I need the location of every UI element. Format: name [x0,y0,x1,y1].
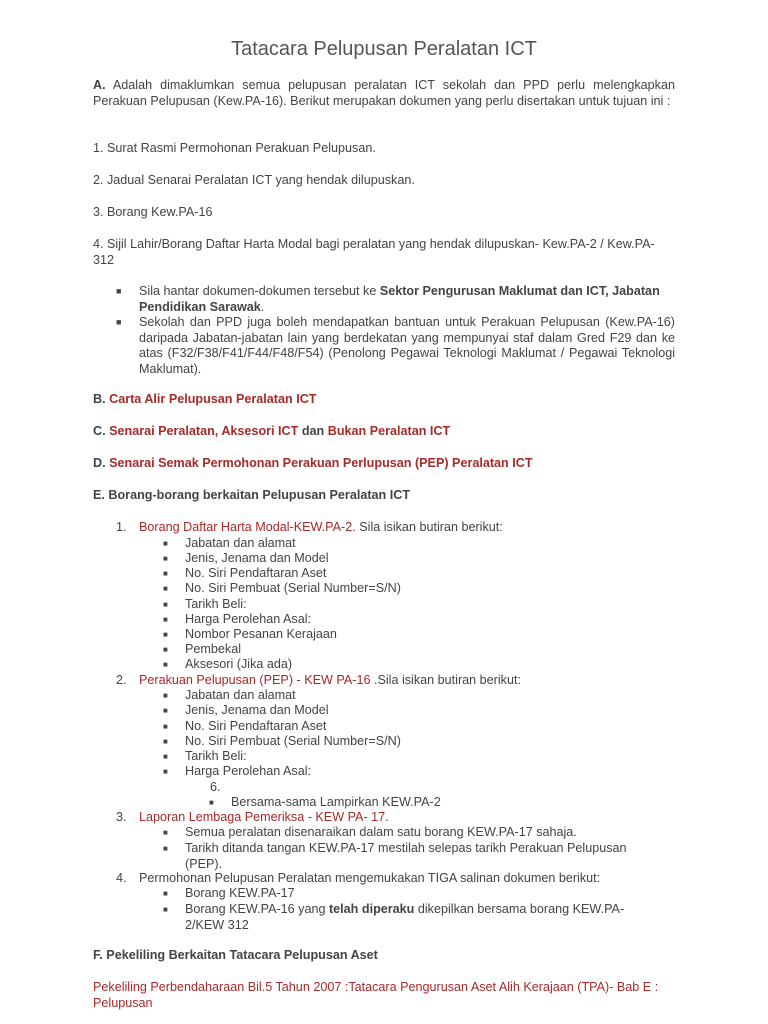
section-a-text: Adalah dimaklumkan semua pelupusan peralatan ICT sekolah dan PPD perlu melengkapkan Perakuan Pelupusan (Kew.PA-16). Berikut merupakan dokumen yang perlu disertakan untuk tujuan ini : [93,78,675,108]
section-e-heading: E. Borang-borang berkaitan Pelupusan Peralatan ICT [93,488,411,502]
square-bullet-icon: ■ [163,615,168,624]
list-item: ■ Tarikh ditanda tangan KEW.PA-17 mestilah selepas tarikh Perakuan Pelupusan (PEP). [163,841,627,871]
section-c: C. Senarai Peralatan, Aksesori ICT dan Bukan Peralatan ICT [93,424,451,438]
list-item: ■ Jabatan dan alamat [163,688,296,702]
section-f-heading: F. Pekeliling Berkaitan Tatacara Pelupusan Aset [93,948,378,962]
square-bullet-icon: ■ [163,584,168,593]
bullet-square-icon: ■ [116,317,122,327]
square-bullet-icon: ■ [163,752,168,761]
square-bullet-icon: ■ [163,554,168,563]
list-item: ■ Harga Perolehan Asal: [163,612,312,626]
section-a-bullet-2: ■ Sekolah dan PPD juga boleh mendapatkan bantuan untuk Perakuan Pelupusan (Kew.PA-16) daripada Jabatan-jabatan lain yang berdekatan yang mempunyai staf dalam Gred F29 dan ke atas (F32/F38/F41/F44/F48/F54) (Penolong Pegawai Teknologi Maklumat / Pegawai Teknologi Maklumat). [116,315,675,376]
list-item: ■ Semua peralatan disenaraikan dalam satu borang KEW.PA-17 sahaja. [163,825,577,839]
list-item: ■ Tarikh Beli: [163,597,247,611]
square-bullet-icon: ■ [163,600,168,609]
page-title: Tatacara Pelupusan Peralatan ICT [231,38,537,60]
square-bullet-icon: ■ [163,737,168,746]
list-item: ■ No. Siri Pembuat (Serial Number=S/N) [163,581,401,595]
senarai-peralatan-link[interactable]: Senarai Peralatan, Aksesori ICT [109,424,299,438]
list-item: ■ Borang KEW.PA-16 yang telah diperaku dikepilkan bersama borang KEW.PA-2/KEW 312 [163,902,625,932]
list-item: ■ Jenis, Jenama dan Model [163,703,329,717]
square-bullet-icon: ■ [163,889,168,898]
list-item: ■ Tarikh Beli: [163,749,247,763]
square-bullet-icon: ■ [163,844,168,853]
section-d: D. Senarai Semak Permohonan Perakuan Perlupusan (PEP) Peralatan ICT [93,456,533,470]
square-bullet-icon: ■ [163,828,168,837]
list-item: ■ Pembekal [163,642,242,656]
list-item: ■ No. Siri Pendaftaran Aset [163,719,327,733]
section-a-item-3: 3. Borang Kew.PA-16 [93,205,213,219]
square-bullet-icon: ■ [163,569,168,578]
list-item: ■ Bersama-sama Lampirkan KEW.PA-2 [209,795,441,809]
section-a-letter: A. [93,78,106,92]
section-a-item-2: 2. Jadual Senarai Peralatan ICT yang hendak dilupuskan. [93,173,415,187]
carta-alir-link[interactable]: Carta Alir Pelupusan Peralatan ICT [109,392,317,406]
square-bullet-icon: ■ [163,767,168,776]
section-a-intro [93,78,675,109]
list-item: ■ Nombor Pesanan Kerajaan [163,627,337,641]
kew-pa-17-link[interactable]: Laporan Lembaga Pemeriksa - KEW PA- 17 [139,810,386,824]
section-b: B. Carta Alir Pelupusan Peralatan ICT [93,392,317,406]
square-bullet-icon: ■ [163,691,168,700]
square-bullet-icon: ■ [163,660,168,669]
list-item: ■ No. Siri Pendaftaran Aset [163,566,327,580]
section-a-item-1: 1. Surat Rasmi Permohonan Perakuan Pelupusan. [93,141,376,155]
kew-pa-2-link[interactable]: Borang Daftar Harta Modal-KEW.PA-2. [139,520,356,534]
list-item: ■ Borang KEW.PA-17 [163,886,295,900]
bukan-peralatan-link[interactable]: Bukan Peralatan ICT [327,424,451,438]
document-page: Tatacara Pelupusan Peralatan ICT A. Adalah dimaklumkan semua pelupusan peralatan ICT sekolah dan PPD perlu melengkapkan Perakuan Pelupusan (Kew.PA-16). Berikut merupakan dokumen yang perlu disertakan untuk tujuan ini : 1. Surat Rasmi Permohonan Perakuan Pelupusan. 2. Jadual Senarai Peralatan ICT yang hendak dilupuskan. 3. Borang Kew.PA-16 4. Sijil Lahir/Borang Daftar Harta Modal bagi peralatan yang hendak dilupuskan- Kew.PA-2 / Kew.PA-312 ■ Sila hantar dokumen-dokumen tersebut ke Sektor Pengurusan Maklumat dan ICT, Jabatan Pendidikan Sarawak. ■ Sekolah dan PPD juga boleh mendapatkan bantuan untuk Perakuan Pelupusan (Kew.PA-16) daripada Jabatan-jabatan lain yang berdekatan yang mempunyai staf dalam Gred F29 dan ke atas (F32/F38/F41/F44/F48/F54) (Penolong Pegawai Teknologi Maklumat / Pegawai Teknologi Maklumat). B. Carta Alir Pelupusan Peralatan ICT C. Senarai Peralatan, Aksesori ICT dan Bukan Peralatan ICT D. Senarai Semak Permohonan Perakuan Perlupusan (PEP) Peralatan ICT E. Borang-borang berkaitan Pelupusan Peralatan ICT 1. Borang Daftar Harta Modal-KEW.PA-2. Sila isikan butiran berikut: ■ Jabatan dan alamat ■ Jenis, Jenama dan Model ■ No. Siri Pendaftaran Aset ■ No. Siri Pembuat (Serial Number=S/N) ■ Tarikh Beli: ■ Harga Perolehan Asal: ■ Nombor Pesanan Kerajaan ■ Pembekal ■ Aksesori (Jika ada) 2. Perakuan Pelupusan (PEP) - KEW PA-16 .Sila isikan butiran berikut: ■ Jabatan dan alamat ■ Jenis, Jenama dan Model ■ No. Siri Pendaftaran Aset ■ No. Siri Pembuat (Serial Number=S/N) ■ Tarikh Beli: ■ Harga Perolehan Asal: 6. ■ Bersama-sama Lampirkan KEW.PA-2 3. Laporan Lembaga Pemeriksa - KEW PA- 17. ■ Semua peralatan disenaraikan dalam satu borang KEW.PA-17 sahaja. ■ Tarikh ditanda tangan KEW.PA-17 mestilah selepas tarikh Perakuan Pelupusan (PEP). 4. Permohonan Pelupusan Peralatan mengemukakan TIGA salinan dokumen berikut: ■ Borang KEW.PA-17 ■ Borang KEW.PA-16 yang telah diperaku dikepilkan bersama borang KEW.PA-2/KEW 312 F. Pekeliling Berkaitan Tatacara Pelupusan Aset Pekeliling Perbendaharaan Bil.5 Tahun 2007 :Tatacara Pengurusan Aset Alih Kerajaan (TPA)- Bab E : Pelupusan [0,0,768,1024]
square-bullet-icon: ■ [163,645,168,654]
list-item: ■ Aksesori (Jika ada) [163,657,293,671]
section-a-item-4: 4. Sijil Lahir/Borang Daftar Harta Modal bagi peralatan yang hendak dilupuskan- Kew.PA-2 / Kew.PA-312 [93,237,655,267]
pekeliling-link[interactable]: Pekeliling Perbendaharaan Bil.5 Tahun 2007 :Tatacara Pengurusan Aset Alih Kerajaan (TPA)- Bab E : Pelupusan [93,980,659,1010]
square-bullet-icon: ■ [163,630,168,639]
bullet-square-icon: ■ [116,286,122,296]
senarai-semak-link[interactable]: Senarai Semak Permohonan Perakuan Perlupusan (PEP) Peralatan ICT [109,456,533,470]
square-bullet-icon: ■ [163,905,168,914]
square-bullet-icon: ■ [163,539,168,548]
section-a-bullet-1: ■ Sila hantar dokumen-dokumen tersebut ke Sektor Pengurusan Maklumat dan ICT, Jabatan Pendidikan Sarawak. [116,284,660,314]
list-item: ■ Jenis, Jenama dan Model [163,551,329,565]
square-bullet-icon: ■ [163,722,168,731]
list-item: ■ No. Siri Pembuat (Serial Number=S/N) [163,734,401,748]
nested-number: 6. [210,780,221,794]
square-bullet-icon: ■ [209,798,214,807]
kew-pa-16-link[interactable]: Perakuan Pelupusan (PEP) - KEW PA-16 [139,673,371,687]
square-bullet-icon: ■ [163,706,168,715]
sektor-name: Sektor Pengurusan Maklumat dan ICT, Jabatan Pendidikan Sarawak [139,284,660,314]
list-item: ■ Harga Perolehan Asal: [163,764,312,778]
list-item: ■ Jabatan dan alamat [163,536,296,550]
